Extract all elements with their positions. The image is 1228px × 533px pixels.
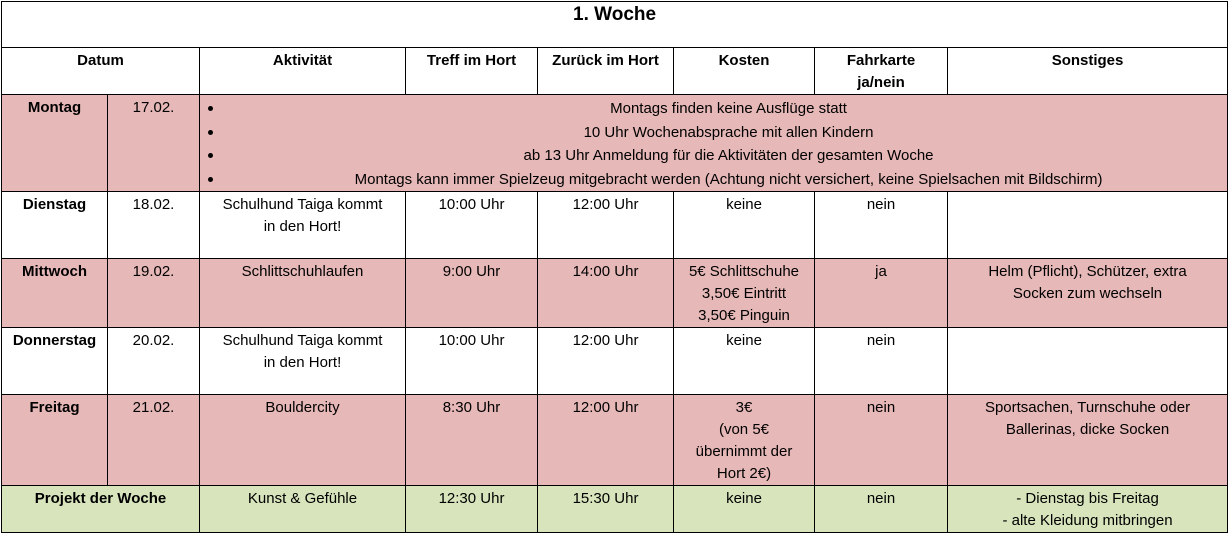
note-item: 10 Uhr Wochenabsprache mit allen Kindern <box>206 121 1221 145</box>
note-item: Montags kann immer Spielzeug mitgebracht werden (Achtung nicht versichert, keine Spielsachen mit Bildschirm) <box>206 168 1221 192</box>
kosten-line: übernimmt der <box>695 443 793 460</box>
activity-cell <box>200 395 406 486</box>
day-cell: Donnerstag <box>2 328 108 395</box>
fahrkarte-cell: ja <box>815 259 948 328</box>
activity-cell <box>200 192 406 259</box>
activity-cell: Kunst & Gefühle <box>200 486 406 533</box>
header-sonstiges: Sonstiges <box>948 48 1228 95</box>
kosten-line: 3,50€ Pinguin <box>698 307 790 324</box>
sonstiges-cell <box>948 328 1228 395</box>
treff-cell: 10:00 Uhr <box>406 328 538 395</box>
kosten-cell <box>674 259 815 328</box>
zurueck-cell: 12:00 Uhr <box>538 395 674 486</box>
weekly-schedule-table <box>1 1 1228 533</box>
note-item: Montags finden keine Ausflüge statt <box>206 97 1221 121</box>
day-cell: Montag <box>2 95 108 192</box>
zurueck-cell: 15:30 Uhr <box>538 486 674 533</box>
project-label: Projekt der Woche <box>2 486 200 533</box>
kosten-cell <box>674 328 815 395</box>
day-cell: Mittwoch <box>2 259 108 328</box>
sonstiges-line: - Dienstag bis Freitag <box>1016 490 1159 507</box>
row-montag <box>2 95 1228 192</box>
sonstiges-line: Ballerinas, dicke Socken <box>1005 421 1170 438</box>
header-fahrkarte-line1: Fahrkarte <box>846 52 916 69</box>
kosten-cell: keine <box>674 486 815 533</box>
row-donnerstag <box>2 328 1228 395</box>
activity-line: in den Hort! <box>263 354 342 371</box>
activity-line: Schlittschuhlaufen <box>241 263 364 280</box>
row-dienstag <box>2 192 1228 259</box>
sonstiges-line: Helm (Pflicht), Schützer, extra <box>988 263 1187 280</box>
date-cell: 21.02. <box>108 395 200 486</box>
page-title: 1. Woche <box>2 2 1228 48</box>
note-item: ab 13 Uhr Anmeldung für die Aktivitäten der gesamten Woche <box>206 144 1221 168</box>
kosten-line: 3€ <box>735 399 753 416</box>
fahrkarte-cell: nein <box>815 486 948 533</box>
header-treff: Treff im Hort <box>406 48 538 95</box>
zurueck-cell: 12:00 Uhr <box>538 328 674 395</box>
zurueck-cell: 12:00 Uhr <box>538 192 674 259</box>
header-datum: Datum <box>2 48 200 95</box>
day-cell: Freitag <box>2 395 108 486</box>
activity-cell <box>200 328 406 395</box>
header-fahrkarte <box>815 48 948 95</box>
sonstiges-cell <box>948 259 1228 328</box>
sonstiges-line: Socken zum wechseln <box>1012 285 1163 302</box>
row-projekt <box>2 486 1228 533</box>
fahrkarte-cell: nein <box>815 192 948 259</box>
kosten-line: (von 5€ <box>718 421 770 438</box>
activity-line: in den Hort! <box>263 218 342 235</box>
fahrkarte-cell: nein <box>815 328 948 395</box>
kosten-line: Hort 2€) <box>716 465 772 482</box>
monday-notes <box>200 95 1228 192</box>
date-cell: 18.02. <box>108 192 200 259</box>
kosten-cell <box>674 192 815 259</box>
activity-line: Bouldercity <box>265 399 340 416</box>
treff-cell: 12:30 Uhr <box>406 486 538 533</box>
monday-notes-list <box>206 97 1221 191</box>
header-aktivitaet: Aktivität <box>200 48 406 95</box>
activity-cell <box>200 259 406 328</box>
treff-cell: 9:00 Uhr <box>406 259 538 328</box>
kosten-line: 3,50€ Eintritt <box>701 285 787 302</box>
kosten-line: keine <box>726 196 762 213</box>
kosten-line: 5€ Schlittschuhe <box>688 263 800 280</box>
treff-cell: 10:00 Uhr <box>406 192 538 259</box>
sonstiges-line: - alte Kleidung mitbringen <box>1002 512 1173 529</box>
header-fahrkarte-line2: ja/nein <box>857 74 905 91</box>
title-row <box>2 2 1228 48</box>
sonstiges-cell <box>948 486 1228 533</box>
header-zurueck: Zurück im Hort <box>538 48 674 95</box>
row-freitag <box>2 395 1228 486</box>
header-kosten: Kosten <box>674 48 815 95</box>
treff-cell: 8:30 Uhr <box>406 395 538 486</box>
day-cell: Dienstag <box>2 192 108 259</box>
sonstiges-cell <box>948 395 1228 486</box>
kosten-line: keine <box>726 332 762 349</box>
date-cell: 19.02. <box>108 259 200 328</box>
header-row <box>2 48 1228 95</box>
fahrkarte-cell: nein <box>815 395 948 486</box>
sonstiges-cell <box>948 192 1228 259</box>
zurueck-cell: 14:00 Uhr <box>538 259 674 328</box>
row-mittwoch <box>2 259 1228 328</box>
date-cell: 17.02. <box>108 95 200 192</box>
date-cell: 20.02. <box>108 328 200 395</box>
activity-line: Schulhund Taiga kommt <box>222 332 383 349</box>
kosten-cell <box>674 395 815 486</box>
activity-line: Schulhund Taiga kommt <box>222 196 383 213</box>
sonstiges-line: Sportsachen, Turnschuhe oder <box>984 399 1191 416</box>
